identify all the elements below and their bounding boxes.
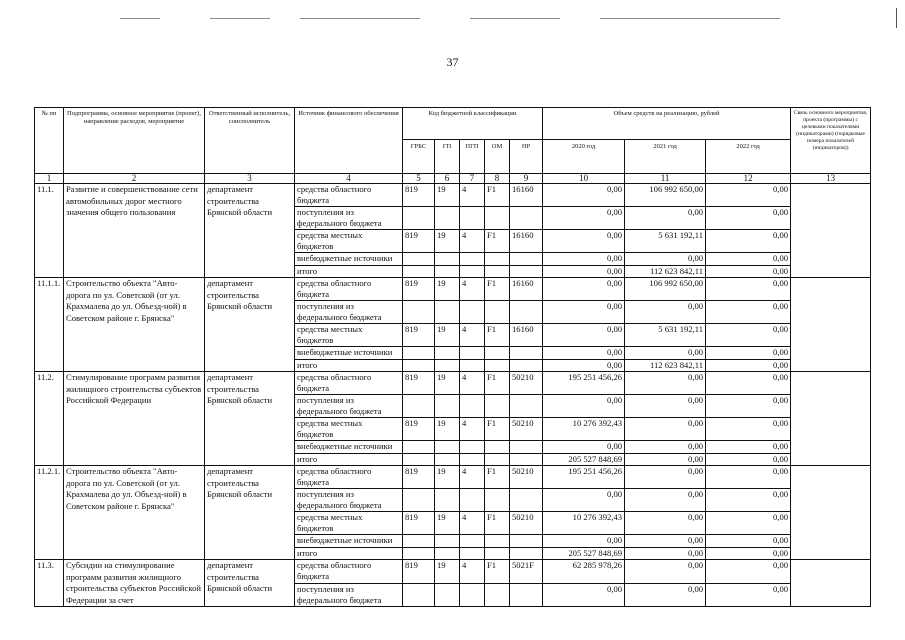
amount-2020: 0,00 [543, 347, 625, 360]
amount-2020: 195 251 456,26 [543, 466, 625, 489]
code-pgp: 4 [460, 512, 485, 535]
code-pgp [460, 301, 485, 324]
amount-2021: 0,00 [625, 372, 706, 395]
code-om [485, 301, 510, 324]
amount-2020: 10 276 392,43 [543, 418, 625, 441]
amount-2022: 0,00 [706, 301, 791, 324]
code-om [485, 253, 510, 266]
table-row [35, 466, 871, 489]
code-grbs: 819 [403, 372, 435, 395]
column-number: 2 [64, 174, 205, 184]
amount-2022: 0,00 [706, 372, 791, 395]
funding-source: средства областного бюджета [295, 184, 403, 207]
code-grbs: 819 [403, 560, 435, 584]
table-row [35, 560, 871, 584]
code-gp [435, 453, 460, 466]
code-nr: 5021F [510, 560, 543, 584]
code-pgp: 4 [460, 230, 485, 253]
column-number: 6 [435, 174, 460, 184]
code-gp: 19 [435, 324, 460, 347]
header-year-2022: 2022 год [706, 140, 791, 174]
page-number: 37 [446, 55, 459, 69]
column-number: 8 [485, 174, 510, 184]
code-om: F1 [485, 372, 510, 395]
code-grbs [403, 583, 435, 607]
funding-source: внебюджетные источники [295, 347, 403, 360]
code-grbs: 819 [403, 184, 435, 207]
amount-2022: 0,00 [706, 560, 791, 584]
funding-source: средства местных бюджетов [295, 418, 403, 441]
table-row [35, 372, 871, 395]
edge-scan-mark [896, 8, 897, 28]
code-nr: 16160 [510, 184, 543, 207]
amount-2021: 112 623 842,11 [625, 265, 706, 278]
item-number: 11.1.1. [35, 278, 64, 372]
indicator-cell [791, 184, 871, 278]
amount-2020: 195 251 456,26 [543, 372, 625, 395]
amount-2021: 106 992 650,00 [625, 278, 706, 301]
code-om [485, 453, 510, 466]
funding-source: поступления из федерального бюджета [295, 207, 403, 230]
code-pgp [460, 583, 485, 607]
code-gp [435, 535, 460, 548]
code-pgp: 4 [460, 278, 485, 301]
funding-source: поступления из федерального бюджета [295, 489, 403, 512]
code-nr [510, 265, 543, 278]
code-nr [510, 547, 543, 560]
code-pgp: 4 [460, 466, 485, 489]
code-grbs [403, 207, 435, 230]
code-om [485, 359, 510, 372]
code-nr: 16160 [510, 324, 543, 347]
funding-source: итого [295, 453, 403, 466]
funding-source: поступления из федерального бюджета [295, 301, 403, 324]
code-gp: 19 [435, 230, 460, 253]
code-pgp: 4 [460, 372, 485, 395]
code-nr [510, 535, 543, 548]
column-number: 12 [706, 174, 791, 184]
code-grbs [403, 535, 435, 548]
header-source: Источник финансового обеспечения [295, 108, 403, 174]
funding-source: поступления из федерального бюджета [295, 395, 403, 418]
amount-2020: 62 285 978,26 [543, 560, 625, 584]
code-grbs: 819 [403, 324, 435, 347]
amount-2022: 0,00 [706, 207, 791, 230]
funding-source: внебюджетные источники [295, 441, 403, 454]
header-code-nr: НР [510, 140, 543, 174]
column-number-row [35, 174, 871, 184]
amount-2021: 5 631 192,11 [625, 324, 706, 347]
code-nr [510, 301, 543, 324]
amount-2020: 0,00 [543, 489, 625, 512]
amount-2022: 0,00 [706, 324, 791, 347]
funding-source: внебюджетные источники [295, 253, 403, 266]
funding-source: средства местных бюджетов [295, 512, 403, 535]
header-code-gp: ГП [435, 140, 460, 174]
indicator-cell [791, 372, 871, 466]
funding-source: средства местных бюджетов [295, 324, 403, 347]
code-pgp [460, 535, 485, 548]
amount-2021: 0,00 [625, 583, 706, 607]
code-nr: 50210 [510, 418, 543, 441]
header-amount-group: Объем средств на реализацию, рублей [543, 108, 791, 140]
funding-source: средства местных бюджетов [295, 230, 403, 253]
code-pgp [460, 207, 485, 230]
amount-2022: 0,00 [706, 466, 791, 489]
amount-2022: 0,00 [706, 253, 791, 266]
code-pgp [460, 547, 485, 560]
amount-2022: 0,00 [706, 278, 791, 301]
code-grbs: 819 [403, 466, 435, 489]
amount-2020: 0,00 [543, 359, 625, 372]
amount-2020: 0,00 [543, 207, 625, 230]
code-gp [435, 547, 460, 560]
top-scan-marks [0, 18, 905, 24]
amount-2020: 0,00 [543, 395, 625, 418]
code-gp [435, 395, 460, 418]
code-pgp [460, 453, 485, 466]
indicator-cell [791, 560, 871, 607]
code-grbs [403, 253, 435, 266]
item-executor: департамент строительства Брянской области [205, 372, 295, 466]
amount-2022: 0,00 [706, 535, 791, 548]
code-pgp [460, 395, 485, 418]
code-nr [510, 253, 543, 266]
code-pgp: 4 [460, 560, 485, 584]
header-year-2020: 2020 год [543, 140, 625, 174]
code-om [485, 395, 510, 418]
code-grbs [403, 489, 435, 512]
amount-2022: 0,00 [706, 347, 791, 360]
funding-source: поступления из федерального бюджета [295, 583, 403, 607]
item-name: Строительство объекта "Авто-дорога по ул. Советской (от ул. Крахмалева до ул. Объезд-ной) в Советском районе г. Брянска" [64, 278, 205, 372]
code-om [485, 441, 510, 454]
header-code-pgp: ПГП [460, 140, 485, 174]
funding-source: итого [295, 359, 403, 372]
amount-2022: 0,00 [706, 359, 791, 372]
amount-2021: 0,00 [625, 512, 706, 535]
amount-2022: 0,00 [706, 230, 791, 253]
code-nr [510, 395, 543, 418]
table-row [35, 278, 871, 301]
code-nr [510, 489, 543, 512]
code-grbs [403, 441, 435, 454]
item-name: Развитие и совершенствование сети автомобильных дорог местного значения общего пользования [64, 184, 205, 278]
code-grbs: 819 [403, 278, 435, 301]
amount-2022: 0,00 [706, 184, 791, 207]
amount-2021: 0,00 [625, 466, 706, 489]
code-gp [435, 347, 460, 360]
code-pgp [460, 441, 485, 454]
header-code-om: ОМ [485, 140, 510, 174]
amount-2021: 5 631 192,11 [625, 230, 706, 253]
column-number: 7 [460, 174, 485, 184]
code-pgp [460, 359, 485, 372]
code-grbs [403, 547, 435, 560]
column-number: 11 [625, 174, 706, 184]
code-grbs: 819 [403, 230, 435, 253]
code-pgp: 4 [460, 184, 485, 207]
amount-2021: 0,00 [625, 453, 706, 466]
header-code-grbs: ГРБС [403, 140, 435, 174]
amount-2020: 10 276 392,43 [543, 512, 625, 535]
header-program: Подпрограмма, основное мероприятие (проект), направление расходов, мероприятие [64, 108, 205, 174]
amount-2021: 0,00 [625, 347, 706, 360]
code-om: F1 [485, 418, 510, 441]
amount-2020: 0,00 [543, 278, 625, 301]
code-om: F1 [485, 466, 510, 489]
funding-source: средства областного бюджета [295, 372, 403, 395]
column-number: 1 [35, 174, 64, 184]
code-pgp [460, 347, 485, 360]
amount-2022: 0,00 [706, 583, 791, 607]
item-number: 11.2. [35, 372, 64, 466]
code-gp [435, 441, 460, 454]
item-name: Строительство объекта "Авто-дорога по ул. Советской (от ул. Крахмалева до ул. Объезд-ной) в Советском районе г. Брянска" [64, 466, 205, 560]
amount-2020: 0,00 [543, 184, 625, 207]
amount-2020: 0,00 [543, 535, 625, 548]
amount-2021: 0,00 [625, 547, 706, 560]
amount-2021: 0,00 [625, 489, 706, 512]
code-nr: 50210 [510, 372, 543, 395]
amount-2021: 0,00 [625, 418, 706, 441]
code-pgp: 4 [460, 418, 485, 441]
code-pgp [460, 253, 485, 266]
budget-table [34, 107, 871, 607]
code-gp: 19 [435, 512, 460, 535]
code-grbs [403, 453, 435, 466]
item-number: 11.1. [35, 184, 64, 278]
amount-2020: 0,00 [543, 324, 625, 347]
amount-2022: 0,00 [706, 265, 791, 278]
code-om [485, 535, 510, 548]
column-number: 5 [403, 174, 435, 184]
code-om [485, 547, 510, 560]
code-gp [435, 301, 460, 324]
item-number: 11.2.1. [35, 466, 64, 560]
amount-2021: 0,00 [625, 207, 706, 230]
code-pgp [460, 489, 485, 512]
amount-2021: 112 623 842,11 [625, 359, 706, 372]
code-om [485, 207, 510, 230]
column-number: 3 [205, 174, 295, 184]
indicator-cell [791, 278, 871, 372]
amount-2020: 0,00 [543, 301, 625, 324]
code-om: F1 [485, 324, 510, 347]
amount-2020: 0,00 [543, 441, 625, 454]
code-grbs [403, 301, 435, 324]
amount-2021: 0,00 [625, 535, 706, 548]
code-om: F1 [485, 512, 510, 535]
code-om [485, 347, 510, 360]
code-grbs: 819 [403, 418, 435, 441]
header-row [35, 108, 871, 140]
code-nr [510, 583, 543, 607]
item-executor: департамент строительства Брянской области [205, 560, 295, 607]
header-year-2021: 2021 год [625, 140, 706, 174]
indicator-cell [791, 466, 871, 560]
code-nr: 16160 [510, 278, 543, 301]
code-om: F1 [485, 230, 510, 253]
code-gp: 19 [435, 466, 460, 489]
code-nr [510, 207, 543, 230]
code-pgp [460, 265, 485, 278]
code-grbs [403, 359, 435, 372]
amount-2021: 0,00 [625, 441, 706, 454]
item-executor: департамент строительства Брянской области [205, 466, 295, 560]
funding-source: итого [295, 547, 403, 560]
code-nr [510, 453, 543, 466]
code-nr: 50210 [510, 466, 543, 489]
code-nr [510, 441, 543, 454]
amount-2022: 0,00 [706, 547, 791, 560]
item-name: Стимулирование программ развития жилищного строительства субъектов Российской Федерации [64, 372, 205, 466]
code-gp: 19 [435, 372, 460, 395]
code-grbs [403, 265, 435, 278]
amount-2020: 0,00 [543, 253, 625, 266]
amount-2022: 0,00 [706, 453, 791, 466]
amount-2022: 0,00 [706, 441, 791, 454]
funding-source: итого [295, 265, 403, 278]
amount-2021: 0,00 [625, 560, 706, 584]
code-om: F1 [485, 278, 510, 301]
code-gp: 19 [435, 184, 460, 207]
amount-2020: 205 527 848,69 [543, 547, 625, 560]
code-nr: 16160 [510, 230, 543, 253]
amount-2022: 0,00 [706, 395, 791, 418]
amount-2021: 0,00 [625, 301, 706, 324]
table-row [35, 184, 871, 207]
funding-source: средства областного бюджета [295, 466, 403, 489]
code-pgp: 4 [460, 324, 485, 347]
amount-2022: 0,00 [706, 418, 791, 441]
code-grbs: 819 [403, 512, 435, 535]
amount-2020: 0,00 [543, 265, 625, 278]
column-number: 10 [543, 174, 625, 184]
amount-2022: 0,00 [706, 489, 791, 512]
column-number: 4 [295, 174, 403, 184]
code-nr: 50210 [510, 512, 543, 535]
funding-source: средства областного бюджета [295, 560, 403, 584]
header-executor: Ответственный исполнитель, соисполнитель [205, 108, 295, 174]
code-grbs [403, 395, 435, 418]
code-om: F1 [485, 184, 510, 207]
code-gp: 19 [435, 560, 460, 584]
amount-2020: 0,00 [543, 230, 625, 253]
code-om [485, 265, 510, 278]
amount-2020: 0,00 [543, 583, 625, 607]
code-gp [435, 489, 460, 512]
header-num: № пп [35, 108, 64, 174]
item-executor: департамент строительства Брянской области [205, 184, 295, 278]
amount-2022: 0,00 [706, 512, 791, 535]
header-code-group: Код бюджетной классификации [403, 108, 543, 140]
code-gp [435, 207, 460, 230]
code-gp: 19 [435, 278, 460, 301]
budget-body [35, 184, 871, 607]
code-gp [435, 583, 460, 607]
funding-source: средства областного бюджета [295, 278, 403, 301]
item-executor: департамент строительства Брянской области [205, 278, 295, 372]
code-gp [435, 253, 460, 266]
item-name: Субсидии на стимулирование программ развития жилищного строительства субъектов Российской Федерации за счет [64, 560, 205, 607]
amount-2021: 0,00 [625, 395, 706, 418]
code-grbs [403, 347, 435, 360]
amount-2020: 205 527 848,69 [543, 453, 625, 466]
code-gp [435, 359, 460, 372]
code-nr [510, 359, 543, 372]
code-om [485, 583, 510, 607]
header-indicators: Связь основного мероприятия, проекта (программы) с целевыми показателями (индикаторами) (порядковые номера показателей (индикаторов)) [791, 108, 871, 174]
code-om: F1 [485, 560, 510, 584]
funding-source: внебюджетные источники [295, 535, 403, 548]
amount-2021: 106 992 650,00 [625, 184, 706, 207]
column-number: 13 [791, 174, 871, 184]
code-nr [510, 347, 543, 360]
amount-2021: 0,00 [625, 253, 706, 266]
code-gp [435, 265, 460, 278]
item-number: 11.3. [35, 560, 64, 607]
column-number: 9 [510, 174, 543, 184]
code-gp: 19 [435, 418, 460, 441]
code-om [485, 489, 510, 512]
